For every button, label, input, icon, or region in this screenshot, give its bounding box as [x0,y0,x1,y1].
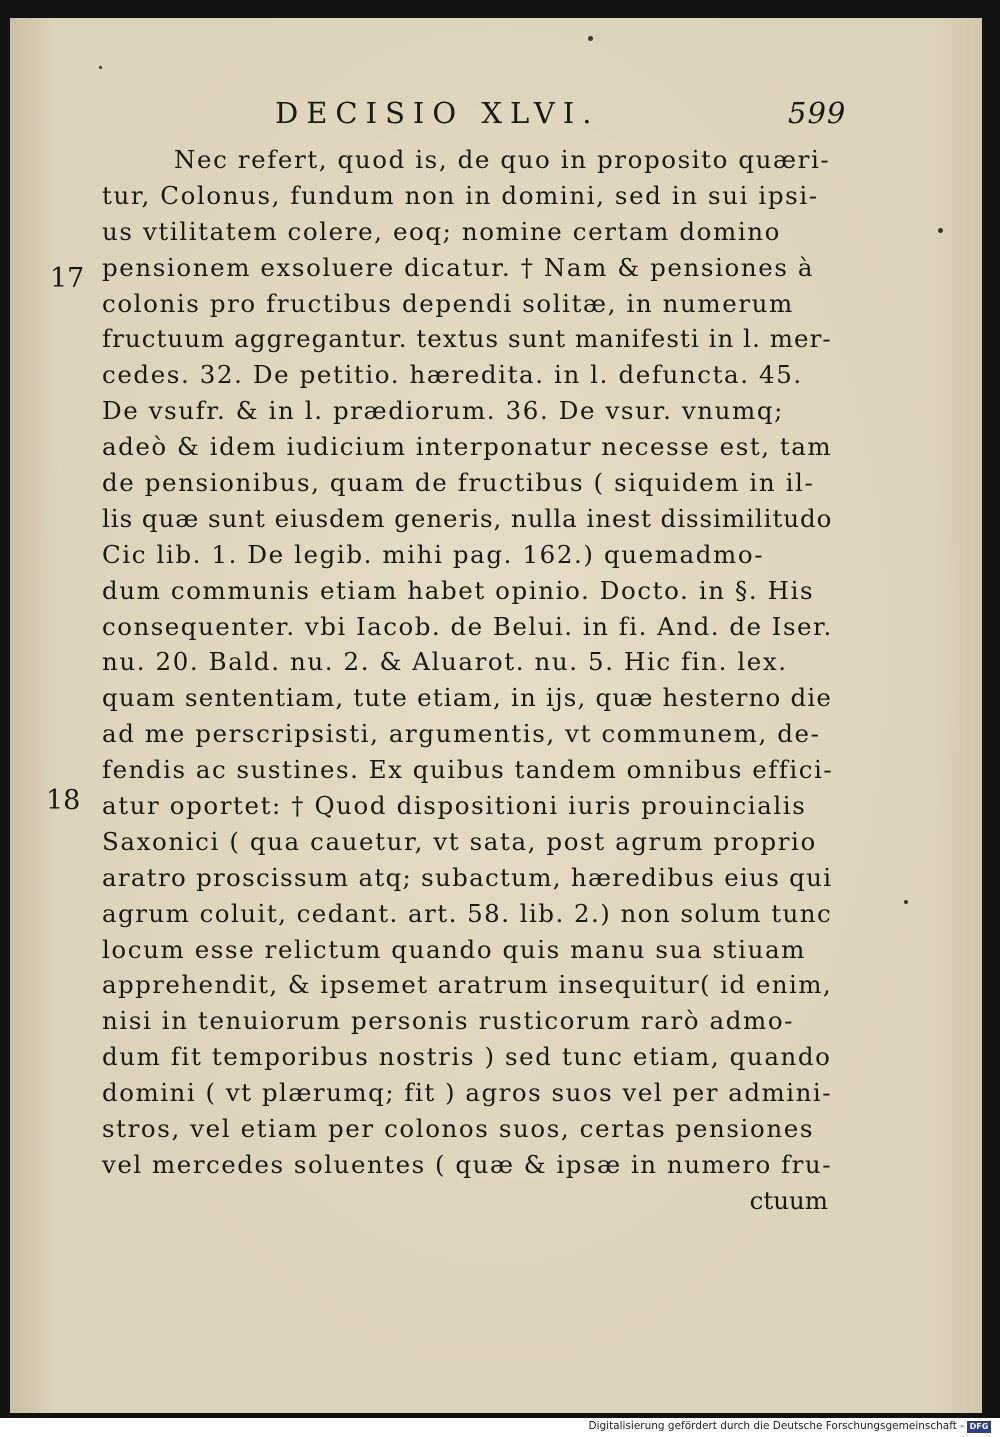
margin-note-18: 18 [46,785,81,816]
page-number: 599 [788,96,847,130]
text-line: domini ( vt plærumq; fit ) agros suos vel per admini- [102,1078,833,1108]
text-line: apprehendit, & ipsemet aratrum insequitur( id enim, [102,970,833,1000]
ink-speck [588,36,593,41]
body-text [102,142,832,1219]
running-head [10,96,982,136]
text-line: quam sententiam, tute etiam, in ijs, quæ hesterno die [102,683,833,713]
text-line: Cic lib. 1. De legib. mihi pag. 162.) quemadmo- [102,539,765,569]
catchword: ctuum [749,1185,828,1215]
text-line: locum esse relictum quando quis manu sua stiuam [102,934,807,964]
text-line: consequenter. vbi Iacob. de Belui. in fi. And. de Iser. [102,611,833,641]
text-line: de pensionibus, quam de fructibus ( siquidem in il- [102,468,815,498]
text-line: atur oportet: † Quod dispositioni iuris prouincialis [102,791,807,821]
book-page [10,18,982,1413]
text-line: us vtilitatem colere, eoq; nomine certam domino [102,216,782,246]
text-line: aratro proscissum atq; subactum, hæredibus eius qui [102,862,833,892]
text-line: ad me perscripsisti, argumentis, vt communem, de- [102,719,821,749]
text-line: stros, vel etiam per colonos suos, certas pensiones [102,1114,814,1144]
text-line: pensionem exsoluere dicatur. † Nam & pensiones à [102,252,815,282]
text-line: lis quæ sunt eiusdem generis, nulla inest dissimilitudo [102,503,833,533]
text-line: vel mercedes soluentes ( quæ & ipsæ in numero fru- [102,1149,832,1179]
text-line: colonis pro fructibus dependi solitæ, in numerum [102,288,794,318]
text-line: adeò & idem iudicium interponatur necesse est, tam [102,432,833,462]
text-line: fendis ac sustines. Ex quibus tandem omnibus effici- [102,755,834,785]
text-line: fructuum aggregantur. textus sunt manifesti in l. mer- [102,324,832,354]
margin-note-17: 17 [50,263,85,294]
text-line: dum fit temporibus nostris ) sed tunc etiam, quando [102,1042,832,1072]
text-line: nisi in tenuiorum personis rusticorum rarò admo- [102,1006,795,1036]
dfg-logo: DFG [967,1421,991,1433]
ink-speck [938,228,943,233]
text-line: nu. 20. Bald. nu. 2. & Aluarot. nu. 5. Hic fin. lex. [102,647,788,677]
text-line: agrum coluit, cedant. art. 58. lib. 2.) non solum tunc [102,898,833,928]
text-line: dum communis etiam habet opinio. Docto. in §. His [102,575,815,605]
ink-speck [99,66,102,69]
digitization-footer [0,1418,1000,1437]
text-line: De vsufr. & in l. prædiorum. 36. De vsur. vnumq; [102,396,785,426]
footer-credit: Digitalisierung gefördert durch die Deutsche Forschungsgemeinschaft - [588,1420,964,1432]
ink-speck [904,900,908,904]
text-line: tur, Colonus, fundum non in domini, sed in sui ipsi- [102,180,819,210]
running-title: DECISIO XLVI. [275,96,600,130]
text-line: Saxonici ( qua cauetur, vt sata, post agrum proprio [102,826,817,856]
text-line: cedes. 32. De petitio. hæredita. in l. defuncta. 45. [102,360,803,390]
text-line: Nec refert, quod is, de quo in proposito quæri- [174,145,831,174]
